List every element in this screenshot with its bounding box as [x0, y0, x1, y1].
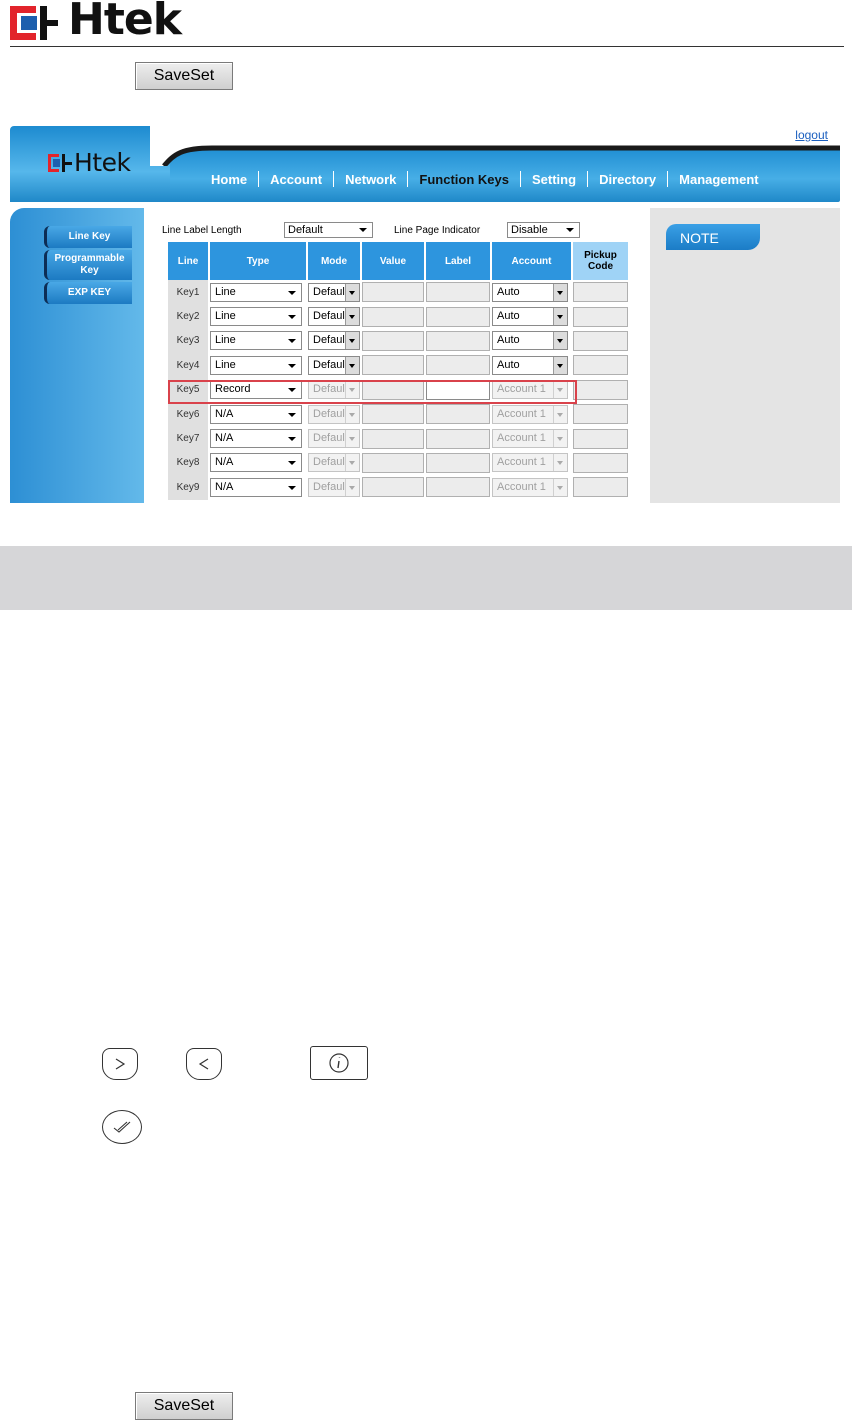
label-input[interactable]: [426, 429, 490, 449]
webui-logo: [48, 148, 158, 180]
value-input[interactable]: [362, 380, 424, 400]
nav-network[interactable]: Network: [345, 171, 397, 187]
account-select[interactable]: [492, 405, 568, 424]
value-cell: [362, 329, 424, 353]
type-select[interactable]: [210, 307, 302, 326]
grey-band: [0, 546, 852, 610]
mode-cell: [308, 329, 360, 353]
info-icon: [310, 1046, 368, 1080]
account-cell: [492, 353, 571, 377]
checkmark-icon: [102, 1110, 142, 1144]
label-cell: [426, 402, 490, 426]
label-input[interactable]: [426, 331, 490, 351]
sidebar-item-line-key[interactable]: Line Key: [44, 226, 132, 248]
chevron-down-icon: [288, 291, 296, 295]
chevron-down-icon: [288, 364, 296, 368]
account-cell: [492, 426, 571, 450]
mode-value: Defaul: [313, 358, 345, 371]
value-input[interactable]: [362, 307, 424, 327]
account-cell: [492, 304, 571, 328]
chevron-down-icon: [566, 228, 574, 232]
col-header-pickup-code: Pickup Code: [573, 242, 628, 280]
value-cell: [362, 353, 424, 377]
chevron-down-icon: [345, 454, 359, 471]
pickup-cell: [573, 304, 628, 328]
table-row: [168, 304, 628, 328]
type-value: Line: [215, 310, 236, 323]
mode-select[interactable]: [308, 405, 360, 424]
chevron-down-icon: [288, 315, 296, 319]
line-page-indicator-select[interactable]: [507, 222, 580, 238]
mode-value: Defaul: [313, 334, 345, 347]
line-label-length-select[interactable]: [284, 222, 373, 238]
pickup-code-input[interactable]: [573, 307, 628, 327]
col-header-account: Account: [492, 242, 571, 280]
account-select[interactable]: [492, 356, 568, 375]
type-value: N/A: [215, 407, 234, 420]
account-cell: [492, 378, 571, 402]
mode-value: Defaul: [313, 383, 345, 396]
line-page-indicator-value: Disable: [511, 224, 548, 236]
table-row: [168, 451, 628, 475]
htek-logo-text: Htek: [68, 0, 181, 45]
options-row: [147, 222, 647, 242]
mode-select[interactable]: [308, 478, 360, 497]
value-input[interactable]: [362, 477, 424, 497]
col-header-line: Line: [168, 242, 208, 280]
col-header-label: Label: [426, 242, 490, 280]
chevron-down-icon: [288, 486, 296, 490]
type-cell: [210, 329, 306, 353]
label-cell: [426, 475, 490, 499]
type-select[interactable]: [210, 453, 302, 472]
value-input[interactable]: [362, 331, 424, 351]
pickup-code-input[interactable]: [573, 380, 628, 400]
account-value: Account 1: [497, 480, 546, 493]
type-value: Line: [215, 285, 236, 298]
chevron-down-icon: [553, 381, 567, 398]
pickup-cell: [573, 353, 628, 377]
webui-logo-mark: [48, 154, 74, 172]
webui-logo-text: Htek: [74, 148, 131, 177]
chevron-down-icon: [288, 461, 296, 465]
type-cell: [210, 280, 306, 304]
value-input[interactable]: [362, 429, 424, 449]
key-line-label: Key1: [168, 280, 208, 304]
account-value: Account 1: [497, 456, 546, 469]
type-value: Line: [215, 358, 236, 371]
key-line-label: Key3: [168, 329, 208, 353]
type-select[interactable]: [210, 478, 302, 497]
pickup-cell: [573, 280, 628, 304]
line-page-indicator-label: Line Page Indicator: [394, 225, 481, 236]
mode-cell: [308, 378, 360, 402]
value-cell: [362, 402, 424, 426]
account-cell: [492, 475, 571, 499]
key-line-label: Key6: [168, 402, 208, 426]
key-line-label: Key8: [168, 451, 208, 475]
header-swoosh: [150, 124, 840, 166]
type-cell: [210, 426, 306, 450]
label-cell: [426, 280, 490, 304]
htek-logo: [8, 0, 198, 45]
type-cell: [210, 378, 306, 402]
chevron-down-icon: [553, 284, 567, 301]
label-input[interactable]: [426, 453, 490, 473]
chevron-down-icon: [553, 479, 567, 496]
pickup-cell: [573, 451, 628, 475]
account-cell: [492, 451, 571, 475]
type-select[interactable]: [210, 356, 302, 375]
type-cell: [210, 451, 306, 475]
value-cell: [362, 426, 424, 450]
type-select[interactable]: [210, 380, 302, 399]
table-body: [168, 280, 628, 500]
account-select[interactable]: [492, 307, 568, 326]
key-line-label: Key2: [168, 304, 208, 328]
label-input[interactable]: [426, 380, 490, 400]
chevron-down-icon: [553, 454, 567, 471]
account-select[interactable]: [492, 331, 568, 350]
mode-select[interactable]: [308, 380, 360, 399]
function-keys-table: [166, 242, 630, 500]
col-header-type: Type: [210, 242, 306, 280]
pickup-code-input[interactable]: [573, 477, 628, 497]
table-row: [168, 353, 628, 377]
label-cell: [426, 304, 490, 328]
type-value: Record: [215, 383, 251, 396]
nav-management[interactable]: Management: [679, 171, 759, 187]
mode-value: Defaul: [313, 432, 345, 445]
type-select[interactable]: [210, 405, 302, 424]
chevron-down-icon: [345, 430, 359, 447]
value-cell: [362, 475, 424, 499]
label-input[interactable]: [426, 355, 490, 375]
type-select[interactable]: [210, 429, 302, 448]
value-cell: [362, 378, 424, 402]
label-cell: [426, 426, 490, 450]
key-line-label: Key7: [168, 426, 208, 450]
type-cell: [210, 475, 306, 499]
type-cell: [210, 402, 306, 426]
nav-home[interactable]: Home: [211, 171, 248, 187]
mode-cell: [308, 402, 360, 426]
note-tab: NOTE: [666, 224, 760, 250]
table-row: [168, 475, 628, 499]
line-label-length-label: Line Label Length: [162, 225, 242, 236]
type-value: N/A: [215, 480, 234, 493]
webui-header: [10, 124, 840, 204]
value-cell: [362, 451, 424, 475]
chevron-down-icon: [345, 284, 359, 301]
type-cell: [210, 353, 306, 377]
account-cell: [492, 280, 571, 304]
table-row: [168, 426, 628, 450]
chevron-down-icon: [345, 357, 359, 374]
key-line-label: Key4: [168, 353, 208, 377]
type-select[interactable]: [210, 331, 302, 350]
saveset-button-bottom[interactable]: SaveSet: [135, 1392, 233, 1420]
value-cell: [362, 304, 424, 328]
nav-directory[interactable]: Directory: [599, 171, 657, 187]
nav-setting[interactable]: Setting: [532, 171, 577, 187]
type-value: Line: [215, 334, 236, 347]
chevron-down-icon: [288, 437, 296, 441]
label-cell: [426, 353, 490, 377]
type-value: N/A: [215, 432, 234, 445]
account-value: Auto: [497, 334, 520, 347]
value-input[interactable]: [362, 404, 424, 424]
account-select[interactable]: [492, 453, 568, 472]
pickup-cell: [573, 378, 628, 402]
sidebar: [10, 208, 144, 503]
account-value: Account 1: [497, 407, 546, 420]
pickup-code-input[interactable]: [573, 429, 628, 449]
saveset-button-top[interactable]: SaveSet: [135, 62, 233, 90]
account-value: Auto: [497, 310, 520, 323]
main-content: [147, 208, 647, 503]
account-cell: [492, 402, 571, 426]
table-row: [168, 378, 628, 402]
account-value: Account 1: [497, 432, 546, 445]
pickup-code-input[interactable]: [573, 404, 628, 424]
mode-select[interactable]: [308, 429, 360, 448]
chevron-down-icon: [553, 406, 567, 423]
chevron-down-icon: [288, 339, 296, 343]
pickup-cell: [573, 475, 628, 499]
pickup-code-input[interactable]: [573, 331, 628, 351]
line-label-length-value: Default: [288, 224, 323, 236]
mode-select[interactable]: [308, 283, 360, 302]
table-row: [168, 402, 628, 426]
mode-select[interactable]: [308, 331, 360, 350]
label-input[interactable]: [426, 282, 490, 302]
account-select[interactable]: [492, 283, 568, 302]
pickup-code-input[interactable]: [573, 453, 628, 473]
nav-account[interactable]: Account: [270, 171, 323, 187]
chevron-down-icon: [345, 406, 359, 423]
mode-select[interactable]: [308, 307, 360, 326]
label-cell: [426, 329, 490, 353]
pickup-code-input[interactable]: [573, 282, 628, 302]
chevron-right-icon: [102, 1048, 138, 1080]
mode-cell: [308, 304, 360, 328]
account-select[interactable]: [492, 478, 568, 497]
type-select[interactable]: [210, 283, 302, 302]
table-row: [168, 329, 628, 353]
chevron-down-icon: [359, 228, 367, 232]
value-input[interactable]: [362, 453, 424, 473]
chevron-down-icon: [345, 381, 359, 398]
htek-logo-mark: [10, 6, 76, 40]
label-input[interactable]: [426, 307, 490, 327]
chevron-down-icon: [553, 308, 567, 325]
chevron-down-icon: [345, 332, 359, 349]
nav-function-keys[interactable]: Function Keys: [419, 171, 509, 187]
chevron-down-icon: [288, 413, 296, 417]
type-value: N/A: [215, 456, 234, 469]
pickup-cell: [573, 329, 628, 353]
type-cell: [210, 304, 306, 328]
chevron-down-icon: [553, 430, 567, 447]
mode-cell: [308, 353, 360, 377]
mode-cell: [308, 280, 360, 304]
chevron-down-icon: [553, 357, 567, 374]
chevron-down-icon: [345, 308, 359, 325]
col-header-mode: Mode: [308, 242, 360, 280]
account-select[interactable]: [492, 380, 568, 399]
mode-select[interactable]: [308, 356, 360, 375]
account-cell: [492, 329, 571, 353]
account-value: Account 1: [497, 383, 546, 396]
pickup-cell: [573, 426, 628, 450]
label-cell: [426, 378, 490, 402]
chevron-left-icon: [186, 1048, 222, 1080]
label-input[interactable]: [426, 404, 490, 424]
mode-cell: [308, 426, 360, 450]
value-input[interactable]: [362, 355, 424, 375]
chevron-down-icon: [345, 479, 359, 496]
main-nav: [200, 170, 770, 188]
value-cell: [362, 280, 424, 304]
table-row: [168, 280, 628, 304]
key-line-label: Key5: [168, 378, 208, 402]
header-rule: [10, 46, 844, 47]
sidebar-item-programmable-key[interactable]: Programmable Key: [44, 250, 132, 280]
mode-select[interactable]: [308, 453, 360, 472]
key-line-label: Key9: [168, 475, 208, 499]
label-cell: [426, 451, 490, 475]
mode-value: Defaul: [313, 480, 345, 493]
note-panel: [650, 208, 840, 503]
sidebar-item-exp-key[interactable]: EXP KEY: [44, 282, 132, 304]
chevron-down-icon: [288, 388, 296, 392]
mode-value: Defaul: [313, 285, 345, 298]
mode-cell: [308, 475, 360, 499]
logout-link[interactable]: logout: [795, 128, 828, 142]
pickup-code-input[interactable]: [573, 355, 628, 375]
account-value: Auto: [497, 285, 520, 298]
function-keys-screenshot: [10, 124, 840, 503]
value-input[interactable]: [362, 282, 424, 302]
pickup-cell: [573, 402, 628, 426]
mode-cell: [308, 451, 360, 475]
mode-value: Defaul: [313, 456, 345, 469]
mode-value: Defaul: [313, 310, 345, 323]
mode-value: Defaul: [313, 407, 345, 420]
chevron-down-icon: [553, 332, 567, 349]
account-value: Auto: [497, 358, 520, 371]
account-select[interactable]: [492, 429, 568, 448]
col-header-value: Value: [362, 242, 424, 280]
label-input[interactable]: [426, 477, 490, 497]
